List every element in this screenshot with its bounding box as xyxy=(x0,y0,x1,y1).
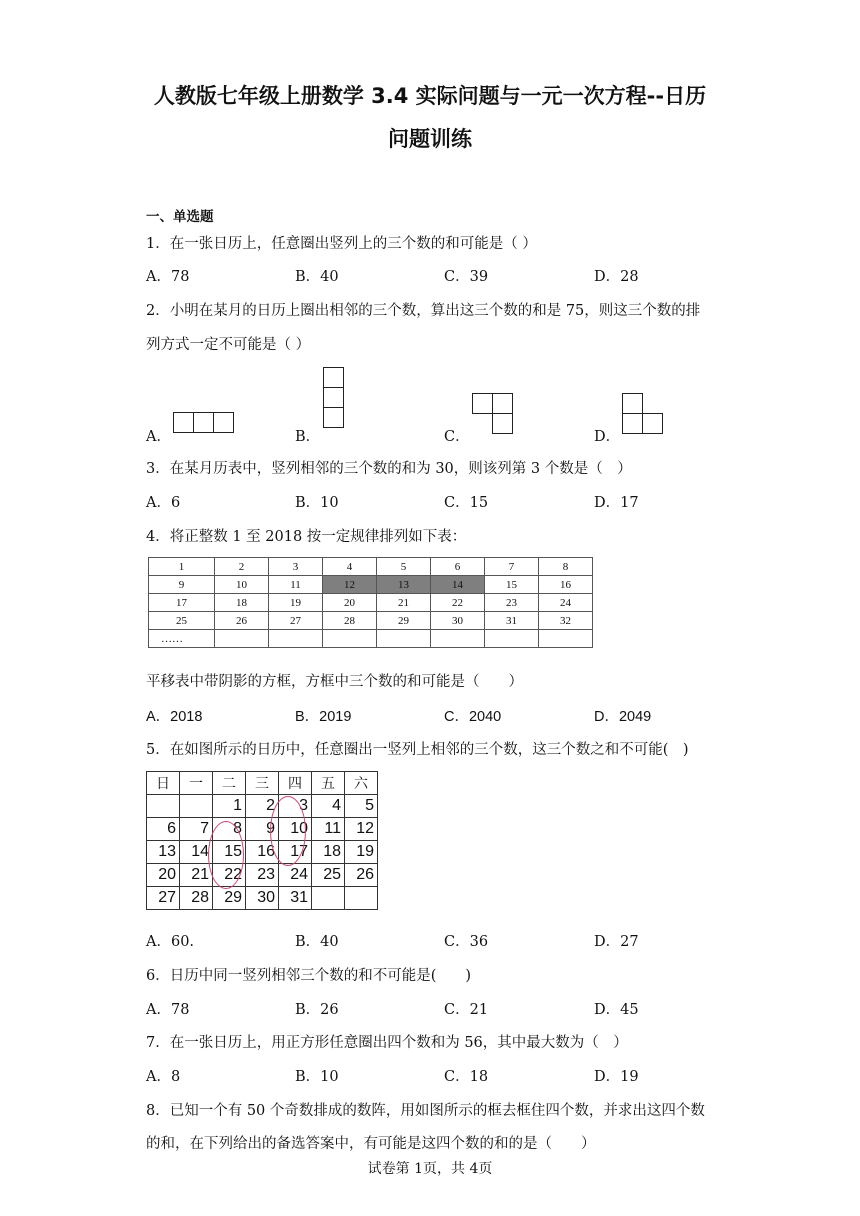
q2-option-a[interactable]: A． xyxy=(146,429,171,445)
calendar-table xyxy=(146,771,378,910)
calendar-day: 4 xyxy=(312,795,345,818)
calendar-day: 25 xyxy=(312,864,345,887)
calendar-day: 13 xyxy=(147,841,180,864)
calendar-day: 12 xyxy=(345,818,378,841)
table-cell: 19 xyxy=(269,594,323,612)
calendar-day: 14 xyxy=(180,841,213,864)
table-cell: 32 xyxy=(539,612,593,630)
table-cell: 20 xyxy=(323,594,377,612)
calendar-day: 17 xyxy=(279,841,312,864)
q4-option-d[interactable]: D．2049 xyxy=(594,709,652,725)
weekday-header: 六 xyxy=(345,772,378,795)
table-cell: 2 xyxy=(215,558,269,576)
title-line-1: 人教版七年级上册数学 3.4 实际问题与一元一次方程--日历 xyxy=(153,84,707,108)
q6-option-d[interactable]: D．45 xyxy=(594,1002,639,1018)
table-cell xyxy=(539,630,593,648)
question-6-text: 6．日历中同一竖列相邻三个数的和不可能是( ) xyxy=(146,968,472,984)
weekday-header: 一 xyxy=(180,772,213,795)
table-cell: 3 xyxy=(269,558,323,576)
shaded-cell: 13 xyxy=(377,576,431,594)
q1-option-a[interactable]: A．78 xyxy=(146,269,190,285)
table-cell: 1 xyxy=(149,558,215,576)
table-cell: 25 xyxy=(149,612,215,630)
table-cell xyxy=(269,630,323,648)
table-cell: 18 xyxy=(215,594,269,612)
table-cell: 8 xyxy=(539,558,593,576)
weekday-header: 二 xyxy=(213,772,246,795)
calendar-day: 2 xyxy=(246,795,279,818)
calendar-row xyxy=(147,818,378,841)
title-line-2: 问题训练 xyxy=(388,127,472,151)
table-cell: 10 xyxy=(215,576,269,594)
calendar-day: 9 xyxy=(246,818,279,841)
calendar-row xyxy=(147,841,378,864)
calendar-day: 30 xyxy=(246,887,279,910)
table-cell: 26 xyxy=(215,612,269,630)
q2-option-d[interactable]: D． xyxy=(594,429,621,445)
table-cell: 15 xyxy=(485,576,539,594)
calendar-day: 16 xyxy=(246,841,279,864)
table-cell: 31 xyxy=(485,612,539,630)
table-cell: 5 xyxy=(377,558,431,576)
table-cell: 23 xyxy=(485,594,539,612)
weekday-header: 四 xyxy=(279,772,312,795)
q4-option-c[interactable]: C．2040 xyxy=(444,709,502,725)
q4-option-a[interactable]: A．2018 xyxy=(146,709,203,725)
calendar-row xyxy=(147,864,378,887)
question-4-text: 4．将正整数 1 至 2018 按一定规律排列如下表： xyxy=(146,529,467,545)
q6-option-b[interactable]: B．26 xyxy=(295,1002,339,1018)
calendar-day: 5 xyxy=(345,795,378,818)
table-row xyxy=(149,558,593,576)
calendar-day: 20 xyxy=(147,864,180,887)
calendar-day: 8 xyxy=(213,818,246,841)
calendar-day: 1 xyxy=(213,795,246,818)
q1-option-c[interactable]: C．39 xyxy=(444,269,489,285)
calendar-row xyxy=(147,887,378,910)
q5-option-a[interactable]: A．60. xyxy=(146,934,195,950)
calendar-header-row xyxy=(147,772,378,795)
calendar-day: 31 xyxy=(279,887,312,910)
circled-column-3-10-17 xyxy=(270,796,306,866)
calendar-day: 3 xyxy=(279,795,312,818)
q7-option-c[interactable]: C．18 xyxy=(444,1069,489,1085)
calendar-day xyxy=(180,795,213,818)
q7-option-b[interactable]: B．10 xyxy=(295,1069,339,1085)
table-cell xyxy=(215,630,269,648)
table-cell-ellipsis: …… xyxy=(149,630,215,648)
calendar-day xyxy=(147,795,180,818)
page-footer: 试卷第 1页，共 4页 xyxy=(367,1161,493,1177)
calendar-day: 7 xyxy=(180,818,213,841)
weekday-header: 三 xyxy=(246,772,279,795)
calendar-day xyxy=(312,887,345,910)
table-cell: 22 xyxy=(431,594,485,612)
q5-option-b[interactable]: B．40 xyxy=(295,934,339,950)
weekday-header: 日 xyxy=(147,772,180,795)
calendar-day: 11 xyxy=(312,818,345,841)
table-cell: 17 xyxy=(149,594,215,612)
q3-option-b[interactable]: B．10 xyxy=(295,495,339,511)
table-cell: 21 xyxy=(377,594,431,612)
calendar-day: 23 xyxy=(246,864,279,887)
q2-option-b[interactable]: B． xyxy=(295,429,321,445)
table-cell: 29 xyxy=(377,612,431,630)
calendar-day: 24 xyxy=(279,864,312,887)
q5-option-d[interactable]: D．27 xyxy=(594,934,639,950)
table-cell xyxy=(485,630,539,648)
shaded-cell: 14 xyxy=(431,576,485,594)
calendar-day: 10 xyxy=(279,818,312,841)
calendar-day xyxy=(345,887,378,910)
table-cell xyxy=(431,630,485,648)
table-cell: 16 xyxy=(539,576,593,594)
q6-option-a[interactable]: A．78 xyxy=(146,1002,190,1018)
q6-option-c[interactable]: C．21 xyxy=(444,1002,489,1018)
table-cell xyxy=(377,630,431,648)
question-8-text-line-1: 8．已知一个有 50 个奇数排成的数阵，用如图所示的框去框住四个数，并求出这四个数 xyxy=(146,1103,705,1119)
question-7-text: 7．在一张日历上，用正方形任意圈出四个数和为 56，其中最大数为（ ） xyxy=(146,1035,628,1051)
q3-option-a[interactable]: A．6 xyxy=(146,495,181,511)
table-cell: 27 xyxy=(269,612,323,630)
table-row xyxy=(149,630,593,648)
q4-option-b[interactable]: B．2019 xyxy=(295,709,352,725)
question-8-text-line-2: 的和，在下列给出的备选答案中，有可能是这四个数的和的是（ ） xyxy=(146,1136,596,1152)
table-cell: 11 xyxy=(269,576,323,594)
table-cell: 28 xyxy=(323,612,377,630)
question-4-text-after: 平移表中带阴影的方框，方框中三个数的和可能是（ ） xyxy=(146,674,523,690)
q3-option-c[interactable]: C．15 xyxy=(444,495,489,511)
shaded-cell: 12 xyxy=(323,576,377,594)
q3-option-d[interactable]: D．17 xyxy=(594,495,639,511)
q1-option-d[interactable]: D．28 xyxy=(594,269,639,285)
circled-column-8-15-22 xyxy=(208,821,244,889)
calendar-day: 28 xyxy=(180,887,213,910)
table-row xyxy=(149,576,593,594)
calendar-day: 18 xyxy=(312,841,345,864)
calendar-day: 26 xyxy=(345,864,378,887)
q7-option-d[interactable]: D．19 xyxy=(594,1069,639,1085)
table-cell xyxy=(323,630,377,648)
table-cell: 24 xyxy=(539,594,593,612)
question-5-text: 5．在如图所示的日历中，任意圈出一竖列上相邻的三个数，这三个数之和不可能( ) xyxy=(146,742,689,758)
number-arrangement-table xyxy=(148,557,593,648)
question-2-text-line-2: 列方式一定不可能是（ ） xyxy=(146,337,311,353)
q5-option-c[interactable]: C．36 xyxy=(444,934,489,950)
table-row xyxy=(149,594,593,612)
table-cell: 6 xyxy=(431,558,485,576)
q7-option-a[interactable]: A．8 xyxy=(146,1069,181,1085)
table-cell: 7 xyxy=(485,558,539,576)
calendar-row xyxy=(147,795,378,818)
q1-option-b[interactable]: B．40 xyxy=(295,269,339,285)
weekday-header: 五 xyxy=(312,772,345,795)
calendar-day: 29 xyxy=(213,887,246,910)
calendar-day: 27 xyxy=(147,887,180,910)
table-cell: 9 xyxy=(149,576,215,594)
calendar-day: 6 xyxy=(147,818,180,841)
q2-option-c[interactable]: C． xyxy=(444,429,470,445)
table-row xyxy=(149,612,593,630)
calendar-day: 22 xyxy=(213,864,246,887)
calendar-day: 19 xyxy=(345,841,378,864)
table-cell: 4 xyxy=(323,558,377,576)
calendar-day: 21 xyxy=(180,864,213,887)
question-1-text: 1．在一张日历上，任意圈出竖列上的三个数的和可能是（ ） xyxy=(146,236,537,252)
section-heading: 一、单选题 xyxy=(146,209,214,225)
question-2-text-line-1: 2．小明在某月的日历上圈出相邻的三个数，算出这三个数的和是 75，则这三个数的排 xyxy=(146,303,701,319)
question-3-text: 3．在某月历表中，竖列相邻的三个数的和为 30，则该列第 3 个数是（ ） xyxy=(146,461,632,477)
calendar-day: 15 xyxy=(213,841,246,864)
table-cell: 30 xyxy=(431,612,485,630)
